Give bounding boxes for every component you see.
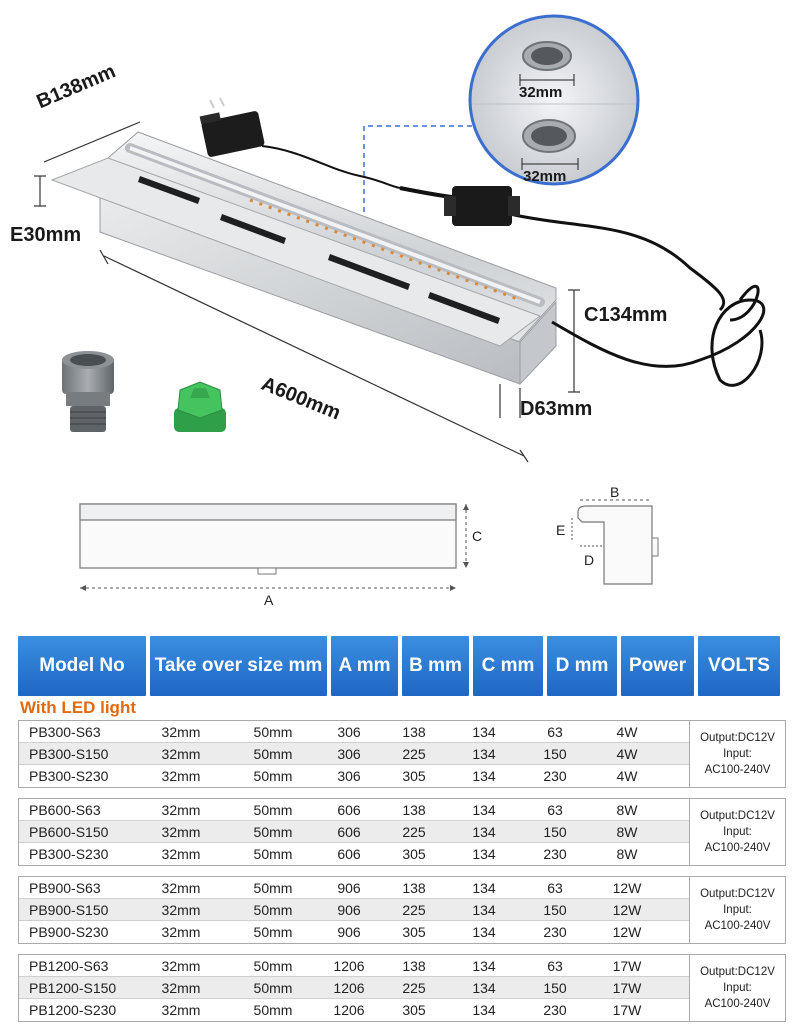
cell-c: 134 bbox=[472, 846, 496, 862]
volts-cell bbox=[689, 877, 785, 943]
cell-size2: 50mm bbox=[253, 879, 293, 896]
cell-a: 1206 bbox=[333, 957, 365, 974]
cell-size1: 32mm bbox=[161, 768, 201, 784]
volts-cell bbox=[689, 799, 785, 865]
cell-a: 906 bbox=[337, 879, 361, 896]
cell-a: 306 bbox=[337, 768, 361, 784]
cell-c: 134 bbox=[472, 957, 496, 974]
header-take-over-size: Take over size mm bbox=[150, 636, 327, 696]
schematic-drawing bbox=[0, 480, 800, 620]
table-group bbox=[18, 954, 786, 1022]
cell-power: 8W bbox=[616, 823, 638, 840]
table-row bbox=[19, 955, 689, 977]
cell-a: 1206 bbox=[333, 1002, 365, 1018]
cell-d: 63 bbox=[547, 957, 563, 974]
cell-size2: 50mm bbox=[253, 723, 293, 740]
cell-c: 134 bbox=[472, 768, 496, 784]
table-row bbox=[19, 999, 689, 1021]
cell-size2: 50mm bbox=[253, 823, 293, 840]
cell-power: 4W bbox=[616, 723, 638, 740]
cell-c: 134 bbox=[472, 1002, 496, 1018]
cell-b: 225 bbox=[402, 745, 426, 762]
cell-a: 306 bbox=[337, 723, 361, 740]
cell-size1: 32mm bbox=[161, 924, 201, 940]
volts-range: AC100-240V bbox=[704, 764, 771, 776]
cell-c: 134 bbox=[472, 979, 496, 996]
cell-size2: 50mm bbox=[253, 1002, 293, 1018]
section-title: With LED light bbox=[20, 698, 136, 717]
cell-b: 138 bbox=[402, 879, 426, 896]
cell-b: 138 bbox=[402, 723, 426, 740]
cell-c: 134 bbox=[472, 745, 496, 762]
cell-size2: 50mm bbox=[253, 846, 293, 862]
cell-b: 305 bbox=[402, 846, 426, 862]
dimension-b-label: B138mm bbox=[33, 60, 119, 114]
cell-c: 134 bbox=[472, 924, 496, 940]
cell-model: PB300-S230 bbox=[29, 846, 109, 862]
cell-size2: 50mm bbox=[253, 979, 293, 996]
cell-size1: 32mm bbox=[161, 801, 201, 818]
dimension-d-label: D63mm bbox=[520, 398, 593, 420]
table-groups bbox=[18, 720, 786, 1022]
cell-d: 150 bbox=[543, 901, 567, 918]
cell-size1: 32mm bbox=[161, 901, 201, 918]
table-row bbox=[19, 765, 689, 787]
thread-size-label-bottom: 32mm bbox=[523, 168, 567, 185]
cell-power: 17W bbox=[612, 1002, 642, 1018]
cell-model: PB1200-S150 bbox=[29, 979, 117, 996]
volts-output: Output:DC12V bbox=[700, 810, 775, 822]
cell-b: 305 bbox=[402, 924, 426, 940]
table-row bbox=[19, 821, 689, 843]
volts-input: Input: bbox=[723, 904, 752, 916]
spec-table bbox=[18, 636, 786, 1024]
cell-power: 12W bbox=[612, 924, 642, 940]
cell-power: 12W bbox=[612, 901, 642, 918]
table-row bbox=[19, 921, 689, 943]
dimension-c-label: C134mm bbox=[584, 304, 668, 326]
cell-size2: 50mm bbox=[253, 745, 293, 762]
table-row bbox=[19, 721, 689, 743]
cell-power: 4W bbox=[616, 768, 638, 784]
volts-output: Output:DC12V bbox=[700, 732, 775, 744]
cell-a: 1206 bbox=[333, 979, 365, 996]
table-row bbox=[19, 743, 689, 765]
schematic-label-a: A bbox=[264, 592, 274, 608]
header-model: Model No bbox=[18, 636, 146, 696]
volts-range: AC100-240V bbox=[704, 842, 771, 854]
cell-c: 134 bbox=[472, 901, 496, 918]
cell-size1: 32mm bbox=[161, 823, 201, 840]
pipe-fitting-icon bbox=[62, 351, 114, 432]
dimension-a-label: A600mm bbox=[258, 372, 344, 425]
cell-model: PB1200-S63 bbox=[29, 957, 109, 974]
cell-d: 230 bbox=[543, 924, 567, 940]
cell-size2: 50mm bbox=[253, 924, 293, 940]
cell-a: 606 bbox=[337, 801, 361, 818]
header-a: A mm bbox=[331, 636, 398, 696]
table-group bbox=[18, 876, 786, 944]
table-row bbox=[19, 877, 689, 899]
cell-d: 150 bbox=[543, 823, 567, 840]
cell-power: 4W bbox=[616, 745, 638, 762]
cell-model: PB900-S150 bbox=[29, 901, 109, 918]
schematic-label-d: D bbox=[584, 552, 595, 568]
cell-c: 134 bbox=[472, 823, 496, 840]
cell-b: 225 bbox=[402, 901, 426, 918]
cell-a: 606 bbox=[337, 846, 361, 862]
volts-range: AC100-240V bbox=[704, 920, 771, 932]
dimension-e-label: E30mm bbox=[10, 224, 82, 246]
cell-size1: 32mm bbox=[161, 723, 201, 740]
table-group-rows bbox=[19, 721, 689, 787]
cell-power: 12W bbox=[612, 879, 642, 896]
volts-cell bbox=[689, 721, 785, 787]
schematic-label-e: E bbox=[556, 522, 566, 538]
power-adapter-icon bbox=[200, 98, 265, 158]
cell-d: 150 bbox=[543, 979, 567, 996]
cell-b: 225 bbox=[402, 979, 426, 996]
cell-b: 305 bbox=[402, 1002, 426, 1018]
cell-power: 8W bbox=[616, 801, 638, 818]
header-volts: VOLTS bbox=[698, 636, 780, 696]
schematic-label-c: C bbox=[472, 528, 483, 544]
cell-power: 17W bbox=[612, 979, 642, 996]
volts-range: AC100-240V bbox=[704, 998, 771, 1010]
volts-input: Input: bbox=[723, 748, 752, 760]
table-row bbox=[19, 977, 689, 999]
header-d: D mm bbox=[547, 636, 617, 696]
cell-d: 63 bbox=[547, 801, 563, 818]
cell-d: 230 bbox=[543, 768, 567, 784]
cell-b: 138 bbox=[402, 957, 426, 974]
table-row bbox=[19, 843, 689, 865]
cell-d: 230 bbox=[543, 846, 567, 862]
cell-a: 306 bbox=[337, 745, 361, 762]
cell-a: 906 bbox=[337, 901, 361, 918]
table-row bbox=[19, 899, 689, 921]
cell-d: 63 bbox=[547, 879, 563, 896]
cell-a: 606 bbox=[337, 823, 361, 840]
cell-model: PB1200-S230 bbox=[29, 1002, 117, 1018]
cell-size1: 32mm bbox=[161, 879, 201, 896]
table-group bbox=[18, 798, 786, 866]
volts-input: Input: bbox=[723, 982, 752, 994]
cell-size1: 32mm bbox=[161, 1002, 201, 1018]
volts-input: Input: bbox=[723, 826, 752, 838]
cell-model: PB300-S150 bbox=[29, 745, 109, 762]
cell-model: PB900-S230 bbox=[29, 924, 109, 940]
cell-model: PB300-S230 bbox=[29, 768, 109, 784]
cell-size1: 32mm bbox=[161, 846, 201, 862]
green-plug-icon bbox=[174, 382, 226, 432]
cell-a: 906 bbox=[337, 924, 361, 940]
cell-model: PB900-S63 bbox=[29, 879, 101, 896]
cell-c: 134 bbox=[472, 879, 496, 896]
table-group-rows bbox=[19, 955, 689, 1021]
cell-size2: 50mm bbox=[253, 957, 293, 974]
cell-b: 138 bbox=[402, 801, 426, 818]
junction-box-icon bbox=[444, 186, 520, 226]
cell-d: 230 bbox=[543, 1002, 567, 1018]
cell-c: 134 bbox=[472, 723, 496, 740]
cell-d: 150 bbox=[543, 745, 567, 762]
table-group-rows bbox=[19, 799, 689, 865]
table-row bbox=[19, 799, 689, 821]
cell-c: 134 bbox=[472, 801, 496, 818]
header-power: Power bbox=[621, 636, 694, 696]
cell-size1: 32mm bbox=[161, 957, 201, 974]
table-group bbox=[18, 720, 786, 788]
thread-size-label-top: 32mm bbox=[519, 84, 563, 101]
cell-d: 63 bbox=[547, 723, 563, 740]
cell-b: 225 bbox=[402, 823, 426, 840]
cell-power: 17W bbox=[612, 957, 642, 974]
cell-size1: 32mm bbox=[161, 745, 201, 762]
cell-size2: 50mm bbox=[253, 901, 293, 918]
table-group-rows bbox=[19, 877, 689, 943]
cell-b: 305 bbox=[402, 768, 426, 784]
cell-model: PB600-S150 bbox=[29, 823, 109, 840]
header-c: C mm bbox=[473, 636, 543, 696]
volts-output: Output:DC12V bbox=[700, 966, 775, 978]
cell-model: PB600-S63 bbox=[29, 801, 101, 818]
schematic-label-b: B bbox=[610, 484, 620, 500]
table-header bbox=[18, 636, 786, 696]
header-b: B mm bbox=[402, 636, 469, 696]
volts-cell bbox=[689, 955, 785, 1021]
cell-size2: 50mm bbox=[253, 801, 293, 818]
cell-size1: 32mm bbox=[161, 979, 201, 996]
schematic-diagrams bbox=[0, 480, 800, 620]
cell-model: PB300-S63 bbox=[29, 723, 101, 740]
volts-output: Output:DC12V bbox=[700, 888, 775, 900]
waterfall-spillway-drawing bbox=[0, 0, 800, 480]
product-illustration bbox=[0, 0, 800, 480]
cell-power: 8W bbox=[616, 846, 638, 862]
cell-size2: 50mm bbox=[253, 768, 293, 784]
